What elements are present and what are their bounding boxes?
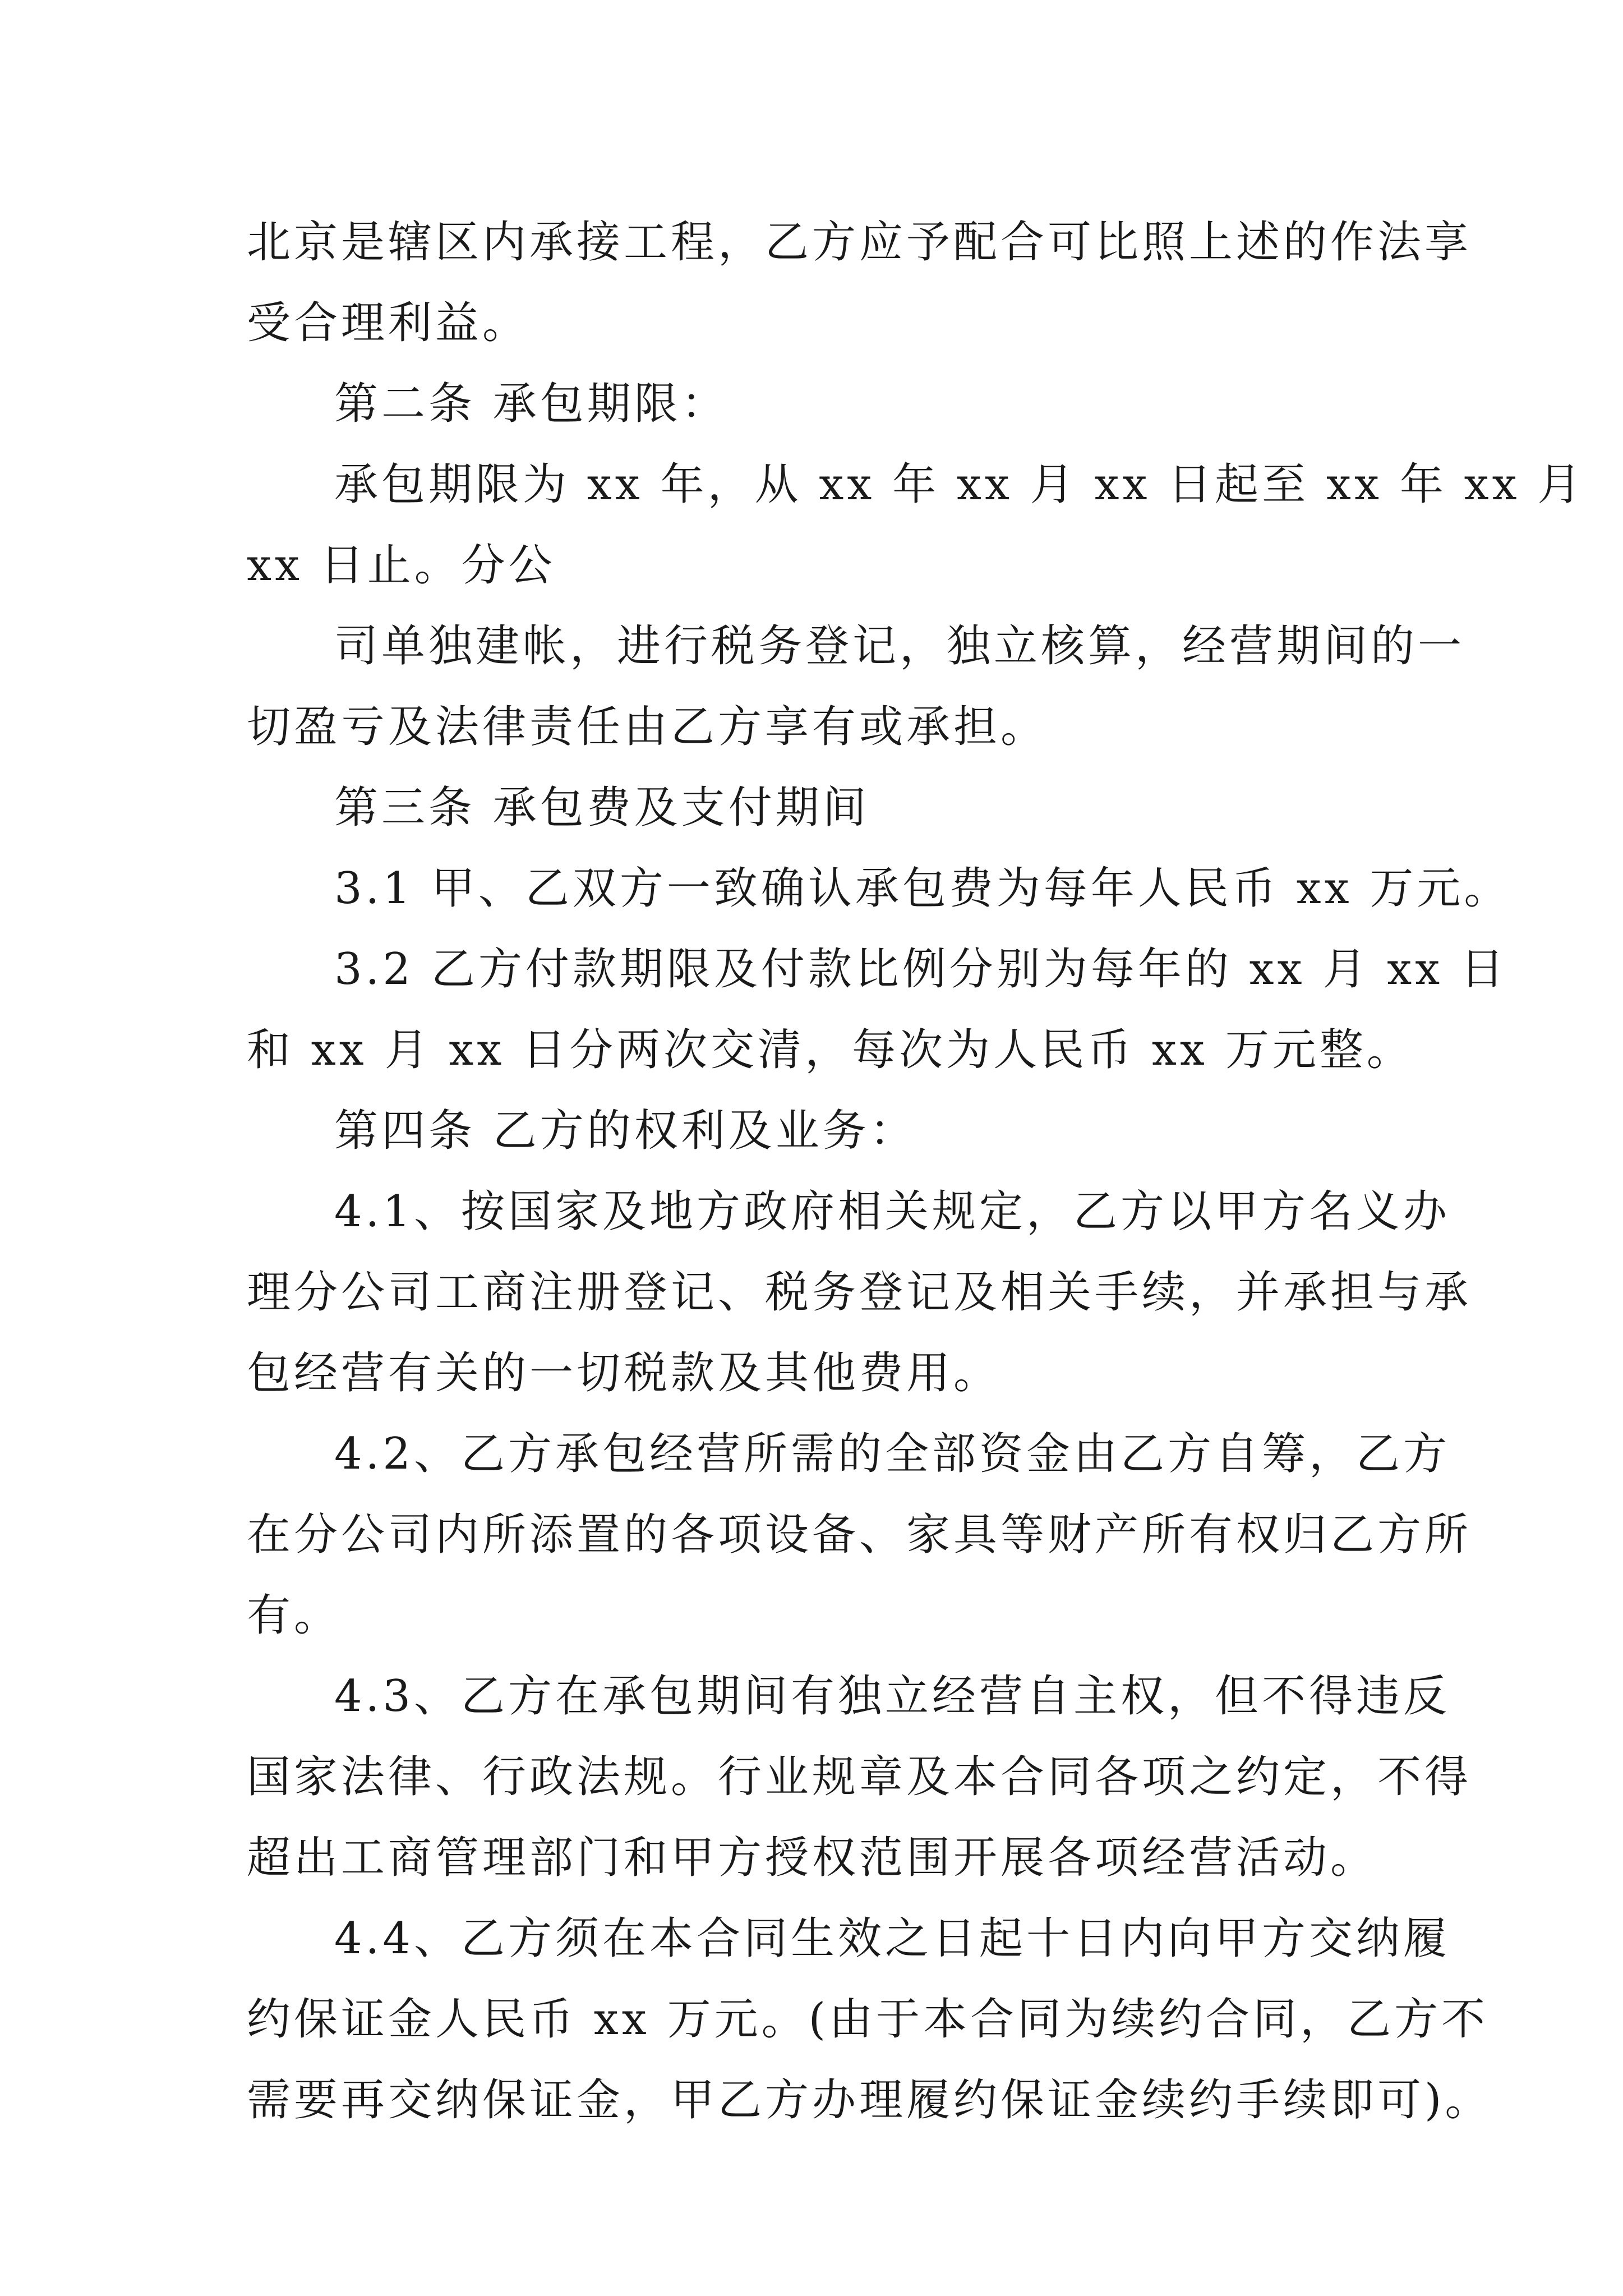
article-heading-4: 第四条 乙方的权利及业务： xyxy=(334,1106,917,1156)
text-line: 和 xx 月 xx 日分两次交清，每次为人民币 xx 万元整。 xyxy=(247,1025,1414,1075)
clause-4-2: 4.2、乙方承包经营所需的全部资金由乙方自筹，乙方 xyxy=(334,1429,1451,1479)
text-line: 有。 xyxy=(247,1590,342,1641)
text-line: 北京是辖区内承接工程，乙方应予配合可比照上述的作法享 xyxy=(247,217,1472,268)
text-line: 理分公司工商注册登记、税务登记及相关手续，并承担与承 xyxy=(247,1267,1472,1318)
text-line: 约保证金人民币 xx 万元。(由于本合同为续约合同，乙方不 xyxy=(247,1994,1488,2045)
article-heading-3: 第三条 承包费及支付期间 xyxy=(334,783,870,833)
contract-body-text xyxy=(247,202,1585,2141)
text-line: 切盈亏及法律责任由乙方享有或承担。 xyxy=(247,702,1048,752)
clause-3-2: 3.2 乙方付款期限及付款比例分别为每年的 xx 月 xx 日 xyxy=(334,944,1507,995)
text-line: 受合理利益。 xyxy=(247,298,530,348)
clause-3-1: 3.1 甲、乙双方一致确认承包费为每年人民币 xx 万元。 xyxy=(334,863,1511,914)
text-line: 包经营有关的一切税款及其他费用。 xyxy=(247,1348,1001,1398)
text-line: 需要再交纳保证金，甲乙方办理履约保证金续约手续即可)。 xyxy=(247,2075,1492,2125)
clause-4-4: 4.4、乙方须在本合同生效之日起十日内向甲方交纳履 xyxy=(334,1913,1451,1964)
clause-4-1: 4.1、按国家及地方政府相关规定，乙方以甲方名义办 xyxy=(334,1186,1451,1237)
text-line: 司单独建帐，进行税务登记，独立核算，经营期间的一 xyxy=(334,621,1465,671)
text-line: 超出工商管理部门和甲方授权范围开展各项经营活动。 xyxy=(247,1833,1378,1883)
text-line: 承包期限为 xx 年，从 xx 年 xx 月 xx 日起至 xx 年 xx 月 xyxy=(334,459,1585,510)
text-line: 在分公司内所添置的各项设备、家具等财产所有权归乙方所 xyxy=(247,1510,1472,1560)
text-line: 国家法律、行政法规。行业规章及本合同各项之约定，不得 xyxy=(247,1752,1472,1802)
text-line: xx 日止。分公 xyxy=(247,540,556,591)
clause-4-3: 4.3、乙方在承包期间有独立经营自主权，但不得违反 xyxy=(334,1671,1451,1722)
article-heading-2: 第二条 承包期限： xyxy=(334,379,728,429)
